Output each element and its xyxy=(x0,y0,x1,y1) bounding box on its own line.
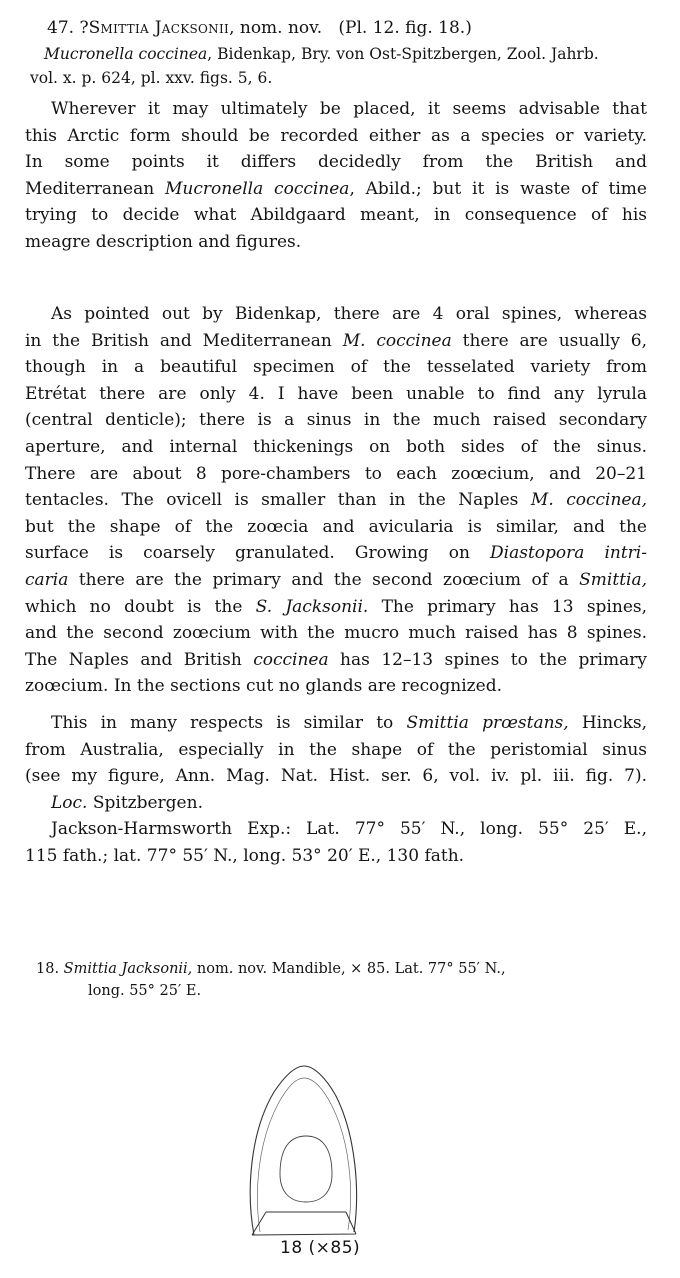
mandible-base xyxy=(252,1212,356,1235)
text-line: There are about 8 pore-chambers to each zoœcium, and 20–21 xyxy=(25,463,647,484)
mandible-inner-outline xyxy=(257,1078,350,1232)
text-line: Jackson-Harmsworth Exp.: Lat. 77° 55′ N., long. 55° 25′ E., xyxy=(51,819,647,840)
plate-reference: (Pl. 12. fig. 18.) xyxy=(338,18,472,38)
synonymy-line-2: vol. x. p. 624, pl. xxv. figs. 5, 6. xyxy=(30,69,273,87)
text-line: (central denticle); there is a sinus in the much raised secondary xyxy=(25,410,647,431)
caption-line-2: long. 55° 25′ E. xyxy=(88,983,202,999)
text-line: from Australia, especially in the shape of the peristomial sinus xyxy=(25,739,647,760)
species-name: Smittia Jacksonii xyxy=(88,18,230,38)
text-line: and the second zoœcium with the mucro much raised has 8 spines. xyxy=(25,623,647,644)
text-line: Etrétat there are only 4. I have been unable to find any lyrula xyxy=(25,383,647,404)
text-line: Wherever it may ultimately be placed, it seems advisable that xyxy=(51,99,647,119)
text-line: surface is coarsely granulated. Growing on Diastopora intri- xyxy=(25,543,647,564)
text-line: aperture, and internal thickenings on both sides of the sinus. xyxy=(25,436,647,457)
text-line: trying to decide what Abildgaard meant, in consequence of his xyxy=(25,205,647,226)
mandible-outline xyxy=(250,1066,356,1235)
text-line: zoœcium. In the sections cut no glands are recognized. xyxy=(25,676,502,697)
locality-line: Loc. Spitzbergen. xyxy=(51,792,203,813)
caption-line-1: 18. Smittia Jacksonii, nom. nov. Mandible, × 85. Lat. 77° 55′ N., xyxy=(36,961,506,977)
text-line: meagre description and figures. xyxy=(25,231,302,252)
text-line: in the British and Mediterranean M. coccinea there are usually 6, xyxy=(25,330,647,351)
text-line: 115 fath.; lat. 77° 55′ N., long. 53° 20′ E., 130 fath. xyxy=(25,845,465,866)
text-line: In some points it differs decidedly from the British and xyxy=(25,152,647,173)
synonymy xyxy=(30,42,655,90)
species-number: 47. xyxy=(47,18,75,38)
figure-caption xyxy=(36,958,636,1002)
text-line: The Naples and British coccinea has 12–13 spines to the primary xyxy=(25,649,647,670)
query-mark: ? xyxy=(79,18,89,38)
nom-nov: , nom. nov. xyxy=(229,18,323,38)
mandible-figure xyxy=(236,1052,376,1252)
paragraph-1 xyxy=(25,96,647,256)
text-line: but the shape of the zoœcia and avicularia is similar, and the xyxy=(25,516,647,537)
text-line: this Arctic form should be recorded either as a species or variety. xyxy=(25,125,647,146)
synonymy-line-1: Mucronella coccinea, Bidenkap, Bry. von Ost-Spitzbergen, Zool. Jahrb. xyxy=(44,45,599,63)
paragraph-3 xyxy=(25,710,647,870)
text-line: Mediterranean Mucronella coccinea, Abild.; but it is waste of time xyxy=(25,178,647,199)
mandible-inner-ring xyxy=(280,1136,332,1202)
text-line: As pointed out by Bidenkap, there are 4 oral spines, whereas xyxy=(51,304,647,324)
figure-label: 18 (×85) xyxy=(280,1238,361,1258)
text-line: caria there are the primary and the second zoœcium of a Smittia, xyxy=(25,569,647,590)
text-line: tentacles. The ovicell is smaller than in the Naples M. coccinea, xyxy=(25,490,647,511)
species-heading xyxy=(47,18,647,38)
text-line: which no doubt is the S. Jacksonii. The primary has 13 spines, xyxy=(25,596,647,617)
text-line: (see my figure, Ann. Mag. Nat. Hist. ser. 6, vol. iv. pl. iii. fig. 7). xyxy=(25,766,647,787)
text-line: though in a beautiful specimen of the tesselated variety from xyxy=(25,357,647,378)
paragraph-2 xyxy=(25,301,647,700)
text-line: This in many respects is similar to Smittia prœstans, Hincks, xyxy=(51,713,647,733)
